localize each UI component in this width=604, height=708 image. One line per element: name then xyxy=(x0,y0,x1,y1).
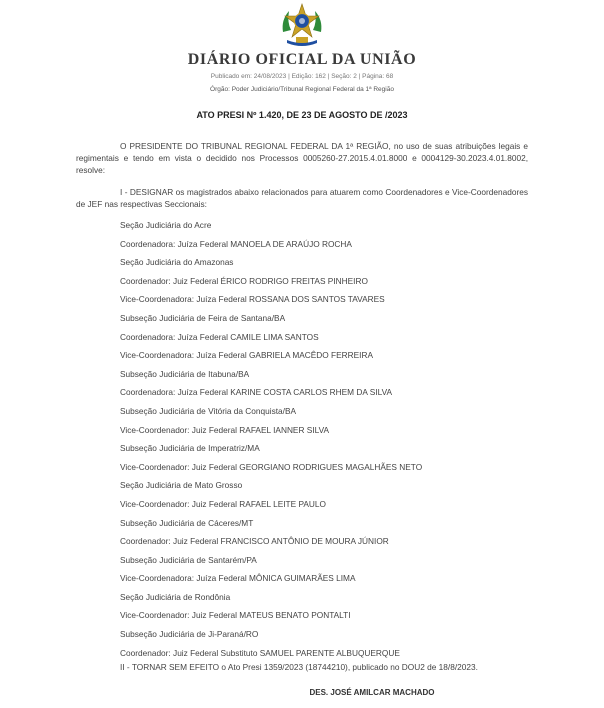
list-item: Vice-Coordenador: Juiz Federal MATEUS BENATO PONTALTI xyxy=(120,610,351,621)
designation-list xyxy=(120,219,422,665)
coat-of-arms-emblem xyxy=(277,2,327,48)
act-title: ATO PRESI Nº 1.420, DE 23 DE AGOSTO DE /2023 xyxy=(196,110,408,120)
list-item: Vice-Coordenadora: Juíza Federal ROSSANA DOS SANTOS TAVARES xyxy=(120,294,385,305)
issuing-body: Órgão: Poder Judiciário/Tribunal Regional Federal da 1ª Região xyxy=(210,86,394,93)
list-item: Vice-Coordenadora: Juíza Federal GABRIELA MACÊDO FERREIRA xyxy=(120,350,374,361)
signature-line: DES. JOSÉ AMILCAR MACHADO xyxy=(309,688,435,697)
list-item: Subseção Judiciária de Santarém/PA xyxy=(120,554,257,565)
list-item: Coordenador: Juiz Federal Substituto SAMUEL PARENTE ALBUQUERQUE xyxy=(120,647,400,658)
list-item: Seção Judiciária do Acre xyxy=(120,220,212,230)
list-item: Subseção Judiciária de Imperatriz/MA xyxy=(120,443,260,454)
list-item: Coordenador: Juiz Federal ÉRICO RODRIGO FREITAS PINHEIRO xyxy=(120,275,368,286)
newspaper-masthead: DIÁRIO OFICIAL DA UNIÃO xyxy=(187,51,417,68)
list-item: Subseção Judiciária de Ji-Paraná/RO xyxy=(120,629,259,640)
list-item: Vice-Coordenador: Juiz Federal RAFAEL LEITE PAULO xyxy=(120,498,326,509)
list-item: Seção Judiciária do Amazonas xyxy=(120,257,234,268)
list-item: Subseção Judiciária de Itabuna/BA xyxy=(120,368,250,379)
revocation-paragraph: II - TORNAR SEM EFEITO o Ato Presi 1359/2023 (18744210), publicado no DOU2 de 18/8/2023. xyxy=(120,662,478,672)
list-item: Coordenadora: Juíza Federal KARINE COSTA CARLOS RHEM DA SILVA xyxy=(120,387,393,398)
list-item: Vice-Coordenadora: Juíza Federal MÔNICA GUIMARÃES LIMA xyxy=(120,573,356,584)
list-item: Coordenador: Juiz Federal FRANCISCO ANTÔNIO DE MOURA JÚNIOR xyxy=(120,536,389,547)
list-item: Seção Judiciária de Rondônia xyxy=(120,591,231,602)
designation-intro-paragraph: I - DESIGNAR os magistrados abaixo relacionados para atuarem como Coordenadores e Vice-Coordenadores de JEF nas respectivas Seccionais: xyxy=(76,187,528,209)
list-item: Coordenadora: Juíza Federal CAMILE LIMA SANTOS xyxy=(120,331,319,342)
list-item: Subseção Judiciária de Vitória da Conquista/BA xyxy=(120,405,297,416)
list-item: Seção Judiciária de Mato Grosso xyxy=(120,480,243,491)
publication-info: Publicado em: 24/08/2023 | Edição: 162 | Seção: 2 | Página: 68 xyxy=(210,73,394,80)
list-item: Subseção Judiciária de Feira de Santana/BA xyxy=(120,312,286,323)
list-item: Vice-Coordenador: Juiz Federal GEORGIANO RODRIGUES MAGALHÃES NETO xyxy=(120,461,423,472)
preamble-paragraph: O PRESIDENTE DO TRIBUNAL REGIONAL FEDERAL DA 1ª REGIÃO, no uso de suas atribuições legais e regimentais e tendo em vista o decidido nos Processos 0005260-27.2015.4.01.8000 e 0004129-30.2023.4.01.8002, resolve: xyxy=(76,141,528,175)
list-item: Vice-Coordenador: Juiz Federal RAFAEL IANNER SILVA xyxy=(120,424,330,435)
list-item: Subseção Judiciária de Cáceres/MT xyxy=(120,517,254,528)
list-item: Coordenadora: Juíza Federal MANOELA DE ARAÚJO ROCHA xyxy=(120,238,352,249)
